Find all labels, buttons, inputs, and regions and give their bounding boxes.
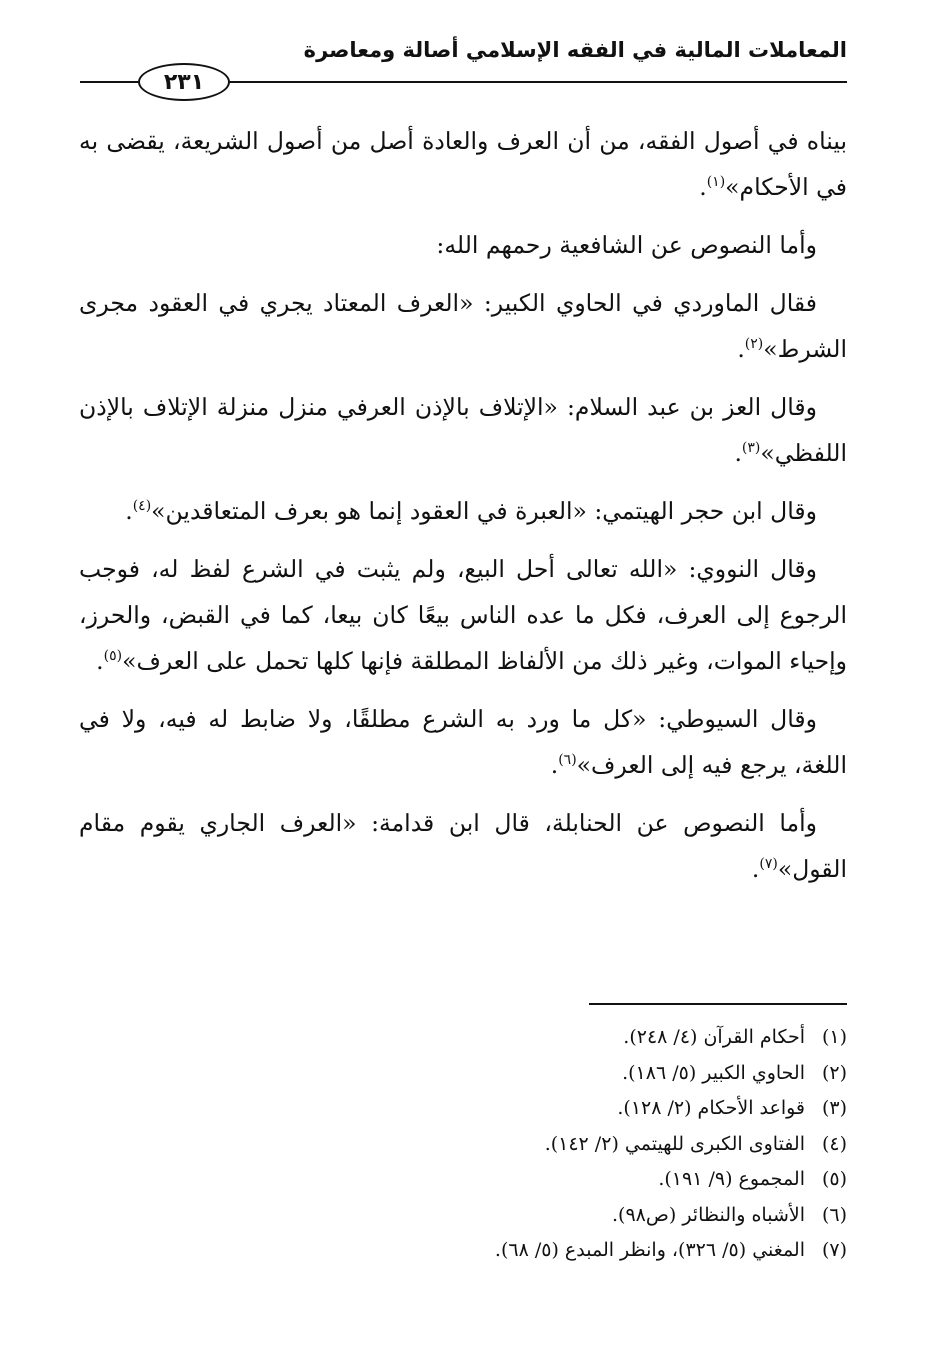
paragraph: وأما النصوص عن الحنابلة، قال ابن قدامة: «العرف الجاري يقوم مقام القول»$^{(٧)}$. xyxy=(79,809,847,883)
paragraph: بيناه في أصول الفقه، من أن العرف والعادة أصل من أصول الشريعة، يقضى به في الأحكام»$^{(١)}$. xyxy=(79,127,847,201)
footnote-text: الحاوي الكبير (٥/ ١٨٦). xyxy=(622,1061,805,1084)
footnote-item xyxy=(79,1127,847,1163)
footnote-number: (٣) xyxy=(821,1097,847,1119)
footnote-number: (٦) xyxy=(821,1203,847,1226)
paragraph: وقال العز بن عبد السلام: «الإتلاف بالإذن العرفي منزل منزلة الإتلاف بالإذن اللفظي»$^{(٣)}$. xyxy=(79,393,847,467)
footnote-number: (٤) xyxy=(821,1132,847,1155)
body-text xyxy=(79,118,847,904)
footnote-ref[interactable]: (٥) xyxy=(103,648,123,664)
footnote-item xyxy=(79,1198,847,1234)
paragraph: وقال ابن حجر الهيتمي: «العبرة في العقود إنما هو بعرف المتعاقدين»$^{(٤)}$. xyxy=(125,497,817,525)
footnote-text: قواعد الأحكام (٢/ ١٢٨). xyxy=(617,1097,805,1119)
footnotes xyxy=(79,1020,847,1269)
footnote-item xyxy=(79,1091,847,1127)
footnote-text: الفتاوى الكبرى للهيتمي (٢/ ١٤٢). xyxy=(544,1132,805,1155)
paragraph: وقال السيوطي: «كل ما ورد به الشرع مطلقًا، ولا ضابط له فيه، ولا في اللغة، يرجع فيه إلى العرف»$^{(٦)}$. xyxy=(79,705,847,779)
page-number-frame xyxy=(138,63,230,101)
footnote-text: الأشباه والنظائر (ص٩٨). xyxy=(612,1203,805,1226)
footnote-ref[interactable]: (٣) xyxy=(741,440,761,456)
footnote-ref[interactable]: (٢) xyxy=(744,336,764,352)
footnote-item xyxy=(79,1162,847,1198)
footnote-item xyxy=(79,1233,847,1269)
footnote-item xyxy=(79,1056,847,1092)
paragraph: وقال النووي: «الله تعالى أحل البيع، ولم يثبت في الشرع لفظ له، فوجب الرجوع إلى العرف، فكل ما عده الناس بيعًا كان بيعا، كما في القبض، والحرز، وإحياء الموات، وغير ذلك من الألفاظ المطلقة فإنها كلها تحمل على العرف»$^{(٥)}$. xyxy=(79,555,847,675)
footnote-ref[interactable]: (٦) xyxy=(558,752,577,768)
footnote-ref[interactable]: (٤) xyxy=(132,498,152,514)
paragraph: وأما النصوص عن الشافعية رحمهم الله: xyxy=(436,231,817,259)
footnote-number: (٧) xyxy=(821,1239,847,1261)
footnote-ref[interactable]: (٧) xyxy=(759,856,778,872)
paragraph: فقال الماوردي في الحاوي الكبير: «العرف المعتاد يجري في العقود مجرى الشرط»$^{(٢)}$. xyxy=(79,289,847,363)
footnote-text: أحكام القرآن (٤/ ٢٤٨). xyxy=(623,1026,805,1048)
footnote-text: المغني (٥/ ٣٢٦)، وانظر المبدع (٥/ ٦٨). xyxy=(494,1239,805,1261)
footnote-item xyxy=(79,1020,847,1056)
footnote-number: (١) xyxy=(821,1026,847,1048)
footnote-text: المجموع (٩/ ١٩١). xyxy=(658,1168,805,1190)
footnote-ref[interactable]: (١) xyxy=(706,174,726,190)
footnote-number: (٥) xyxy=(821,1168,847,1190)
footnote-number: (٢) xyxy=(821,1061,847,1084)
footnote-separator xyxy=(589,1003,847,1005)
running-title: المعاملات المالية في الفقه الإسلامي أصالة ومعاصرة xyxy=(303,38,847,62)
page-number: ٢٣١ xyxy=(163,69,205,95)
